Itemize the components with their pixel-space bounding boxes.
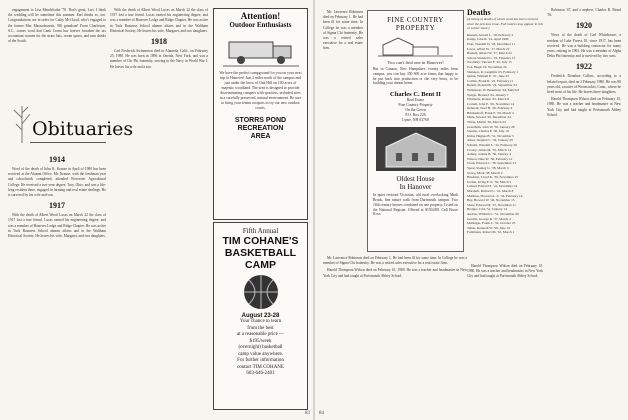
text-top: engagement to Lisa Mendelsohn '78. That's great, Lori. I think the wedding will be sometime this summer. Earl thinks so, too. Congratulations are in order for Cathy McCloud, who's engaged to the former Mac Massachusetts. '68) grandson! From Charleston, S.C., comes word that Cami Cronn has forever forsaken the tax accountant women for the straw hats, ocean sports, and rum drinks of the South.	[8, 8, 106, 44]
camp-title-line1: TIM COHANE'S	[222, 235, 299, 247]
obit-1920: News of the death of Carl Whitehouse, a resident of Lake Forest, Ill. since 1917, has been received. He was a building contractor for many years, retiring in 1963. He was a member of Alpha Delta Phi fraternity and is survived by two sons.	[547, 33, 621, 59]
death-entry: Gerrish, George R. '57, March 4	[467, 216, 511, 221]
obituaries-banner	[8, 96, 134, 150]
death-entry: Spagat, Bernard '24, January 7	[467, 92, 509, 97]
obit-1922: Frederick Donahue Collins, according to a belated report, died on 2 February 1980. He was 80 years old, a native of Woonsocket, Conn., where he lived most of his life. He leaves three daughters.	[547, 74, 621, 95]
death-entry: Hodges, John '51, January 14	[467, 207, 507, 212]
decorative-tree-icon	[10, 98, 34, 148]
camp-title-line2: BASKETBALL	[224, 247, 297, 259]
death-entry: Shaw, Edward M. '47, December 11	[467, 202, 516, 207]
col4-text	[547, 8, 621, 408]
col2-obit-1917-cont: With the death of Albert Wood Lucas on March 22 the class of 1917 lost a true friend. Lucas earned his engineering degree, and was a member of Hanover Lodge and Ridge Chapter. He was active in Tuck Business School alumni affairs and in the Waltham Historical Society. He leaves his wife, Margaret, and two daughters.	[110, 8, 208, 33]
storrs-name-line1: STORRS POND	[234, 117, 287, 124]
death-entry: Shannon, R. Laughlin '23, February 1	[467, 69, 519, 74]
death-entry: Leland, Edward E. '41, December 14	[467, 184, 518, 189]
page-number-83: 83	[305, 411, 310, 416]
camp-line7: For further information	[237, 358, 284, 363]
death-entry: Andrus, William C. '51, November 26	[467, 211, 519, 216]
death-entry: Crosby, James M. '35, March 14	[467, 147, 511, 152]
col1-top-text	[8, 8, 106, 94]
attention-heading: Attention!	[240, 11, 281, 21]
page-84	[315, 0, 628, 420]
year-heading-1922: 1922	[576, 62, 592, 72]
camp-title-line3: CAMP	[245, 259, 276, 271]
obit-1917: With the death of Albert Wood Lucas on March 22 the class of 1917 lost a true friend. Lucas earned his engineering degree, and was a member of Hanover Lodge and Ridge Chapter. He was active in Tuck Business School alumni affairs and in the Waltham Historical Society. He leaves his wife, Margaret, and two daughters.	[8, 213, 106, 239]
death-entry: Kamp, John R. '14, April 1980	[467, 37, 509, 42]
fcp-tagline: You can't find one in Hanover!	[387, 60, 444, 65]
fcp-signature: Charles C. Bent II	[390, 91, 441, 99]
obit-1914: Word of the death of John K. Krause in April of 1980 has been received at the Alumni Office. Mr. Krause, with the freshman year and schoolwork completed, attended Worcester Agricultural College. He received a two-year degree, Troy, Ohio, and was a life-long resident there, engaged in farming and real estate dealings. He is survived by his wife and son.	[8, 167, 106, 198]
storrs-pond-ad	[213, 8, 308, 220]
death-entry: Haskell, Albert W. '17, March 22	[467, 51, 512, 56]
oldest-house-body: In quiet restored Victorian, old rural overlooking Mink Brook, fine nature walk from Dartmouth campus. Two 18th century houses combined on one property. Listed on the National Register. Offered at $150,000. Call Bruce Koss.	[373, 193, 458, 217]
robinson-text-cont: Harold Thompson Wilson died on February 10, 1980. He was a teacher and headmaster in New York City and had taught at Portsmouth Abbey School.	[323, 268, 467, 278]
camp-line5: (overnight) basketball	[238, 345, 283, 350]
farmhouse-illustration-icon	[378, 35, 453, 57]
death-entry: Lucas, Albert W. '17, March 22	[467, 46, 510, 51]
death-entry: Mallinger, Frank L. '52, October 25	[467, 221, 516, 226]
fcp-contact2: Fine Country Property	[398, 103, 433, 108]
house-photo-icon	[376, 127, 456, 171]
death-entry: Tilton, Martin '30, March 24	[467, 120, 506, 125]
fcp-title-line1: FINE COUNTRY	[387, 16, 444, 24]
death-entry: Marshall, Richard C. '41, March 8	[467, 188, 514, 193]
obit-1922b: Harold Thompson Wilson died on February 10, 1980. He was a teacher and headmaster in New York City and had taught at Portsmouth Abbey School.	[547, 97, 621, 117]
death-entry: Wilson, Dale W. '36, February 12	[467, 156, 513, 161]
death-entry: Stearns, Charles P. '30, July 19	[467, 129, 509, 134]
col3-bottom-para: Harold Thompson Wilson died on February 10, 1980. He was a teacher and headmaster in New York City and had taught at Portsmouth Abbey School.	[467, 264, 543, 279]
robinson-text: Mr. Lawrence Robinson died on February 1. He had been ill for some time. In College he was a member of Sigma Chi fraternity. He was a retired sales executive for a real estate firm.	[323, 256, 467, 266]
deaths-list	[467, 33, 543, 235]
fine-country-property-ad	[367, 10, 464, 252]
camper-illustration-icon	[221, 32, 301, 68]
death-entry: Hawkins, Lloyd K. '39, November 25	[467, 175, 519, 180]
deaths-column	[467, 8, 543, 262]
fcp-contact5: Lyme, NH 03768	[402, 118, 429, 123]
storrs-name-line3: AREA	[250, 133, 271, 140]
death-entry: Rehnoul, Noel H. '26, February 4	[467, 106, 513, 111]
death-entry: Cornell, John E. '26, November 14	[467, 101, 515, 106]
death-entry: Russell, Arnold L. '18, February 2	[467, 32, 514, 37]
year-heading-1918: 1918	[151, 37, 167, 47]
col1-obits	[8, 152, 106, 410]
attention-body: We have the perfect campground for you on your next trip to Hanover! Just 2 miles north of the campus and just under the brow of Oak Hill on 100 acres of majestic woodland. The area is designed to provide discriminating campers with spacious, secluded sites in a carefully preserved, natural environment. Be sure to bring your tennis racquets to try our new outdoor courts.	[219, 71, 302, 110]
oldest-house-title-line2: In Hanover	[399, 183, 432, 192]
camp-line2: from the best	[247, 325, 274, 331]
death-entry: Quinn, William E. '21, June 23	[467, 74, 509, 79]
col3-bottom-text	[467, 264, 543, 406]
death-entry: Matthias, Howard A. Jr. '34, February 14	[467, 193, 523, 198]
death-entry: Jordan, Irving F. Jr. '39, March 5	[467, 179, 512, 184]
camp-line9: 603-646-2401	[246, 371, 275, 376]
fcp-contact4: P.O. Box 226	[405, 113, 426, 118]
camp-announce: Fifth Annual	[242, 227, 279, 235]
death-entry: Ashley, Joshua B. '36, January 4	[467, 152, 511, 157]
death-entry: Grantham, John W. '30, January 28	[467, 124, 515, 129]
outdoor-heading: Outdoor Enthusiasts	[229, 21, 292, 29]
page-number-84: 84	[319, 411, 324, 416]
death-entry: Brinkerhoff, Frank F. '29, March 2	[467, 110, 514, 115]
death-entry: Pratt, Wendell D. '18, December 11	[467, 41, 515, 46]
death-entry: Mills, Seward '29, December 24	[467, 115, 511, 120]
deaths-intro: (A listing of deaths of which word has been received since the previous issue. Full notices may appear in this or a later issue.)	[467, 17, 543, 31]
death-entry: Kuhn, Hughes B. '31, November 5	[467, 133, 514, 138]
death-entry: Wilkinson, W. Beaumont '24, March 8	[467, 87, 520, 92]
col1-right-text	[323, 10, 363, 250]
death-entry: Spear, Stanley G. '38, March 3	[467, 166, 509, 170]
year-heading-1920: 1920	[576, 21, 592, 31]
oldest-house-title-line1: Oldest House	[396, 175, 435, 184]
camp-line1: Your chance to learn	[239, 319, 282, 324]
fcp-contact3: On the Green	[405, 108, 426, 113]
death-entry: Collins, Frank R. '22, February 11	[467, 78, 514, 83]
year-heading-1914: 1914	[49, 155, 65, 164]
camp-line4: $195/week	[249, 338, 272, 344]
obit-1918: Carl Frederick Swinnerton died in Alameda, Calif., on February 25, 1980. He was born in 1896 in Oneida, New York, and was a member of Chi Phi fraternity, serving in the Navy in World War I. He leaves his wife and a son.	[110, 49, 208, 69]
col4-top: Robinson '47, and a nephew, Charles R. Beard '56.	[547, 8, 621, 18]
camp-line8: contact TIM COHANE	[237, 364, 284, 370]
death-entry: Fox, Hugh '19, November 26	[467, 64, 507, 69]
death-entry: Whitbeck, Robert '25, March 8	[467, 97, 510, 102]
obituaries-rule	[30, 142, 106, 143]
right-col1-bottom: Mr. Lawrence Robinson died on February 1. He had been ill for some time. In College he was a member of Sigma Chi fraternity. He was a retired sales executive for a real estate firm.	[323, 10, 363, 51]
death-entry: Tehan, Kenneth W. '56, June 19	[467, 225, 510, 230]
death-entry: Bay, Howard W. '46, November 15	[467, 198, 515, 203]
death-entry: Bedell, Donald B. '24, September 23	[467, 83, 517, 88]
bottom-left-text	[323, 256, 467, 406]
basketball-icon	[241, 273, 281, 311]
death-entry: Ames, Stephen C. '32, January 29	[467, 138, 513, 143]
fcp-body: But in Canaan, New Hampshire, twenty miles from campus, you can buy 350-300 acre farms that happy to be put back into production or the very heart, to be building your dream home.	[373, 67, 458, 86]
camp-line6: camp value anywhere.	[238, 351, 283, 357]
camp-line3: at a reasonable price —	[236, 332, 285, 337]
year-heading-1917: 1917	[49, 201, 65, 211]
death-entry: Stowe, Mark '38, March 4	[467, 170, 503, 175]
death-entry: Fodtmann, Robert M. '61, March 1	[467, 230, 515, 235]
death-entry: Twombly, Vincent F. '20, July 15	[467, 60, 512, 65]
death-entry: Schultz, Wendell L. '34, February 20	[467, 143, 517, 148]
storrs-name-line2: RECREATION	[237, 125, 284, 132]
col2-text	[110, 8, 208, 408]
death-entry: Schott, Wendell L. '19, February 15	[467, 55, 516, 60]
basketball-camp-ad	[213, 222, 308, 410]
deaths-heading: Deaths	[467, 8, 491, 17]
camp-dates: August 23-28	[241, 313, 280, 319]
fcp-contact1: Real Estate	[406, 98, 425, 103]
death-entry: Clark, Edward C. '38, September 23	[467, 161, 517, 166]
obituaries-heading: Obituaries	[32, 118, 134, 140]
fcp-title-line2: PROPERTY	[395, 24, 436, 32]
